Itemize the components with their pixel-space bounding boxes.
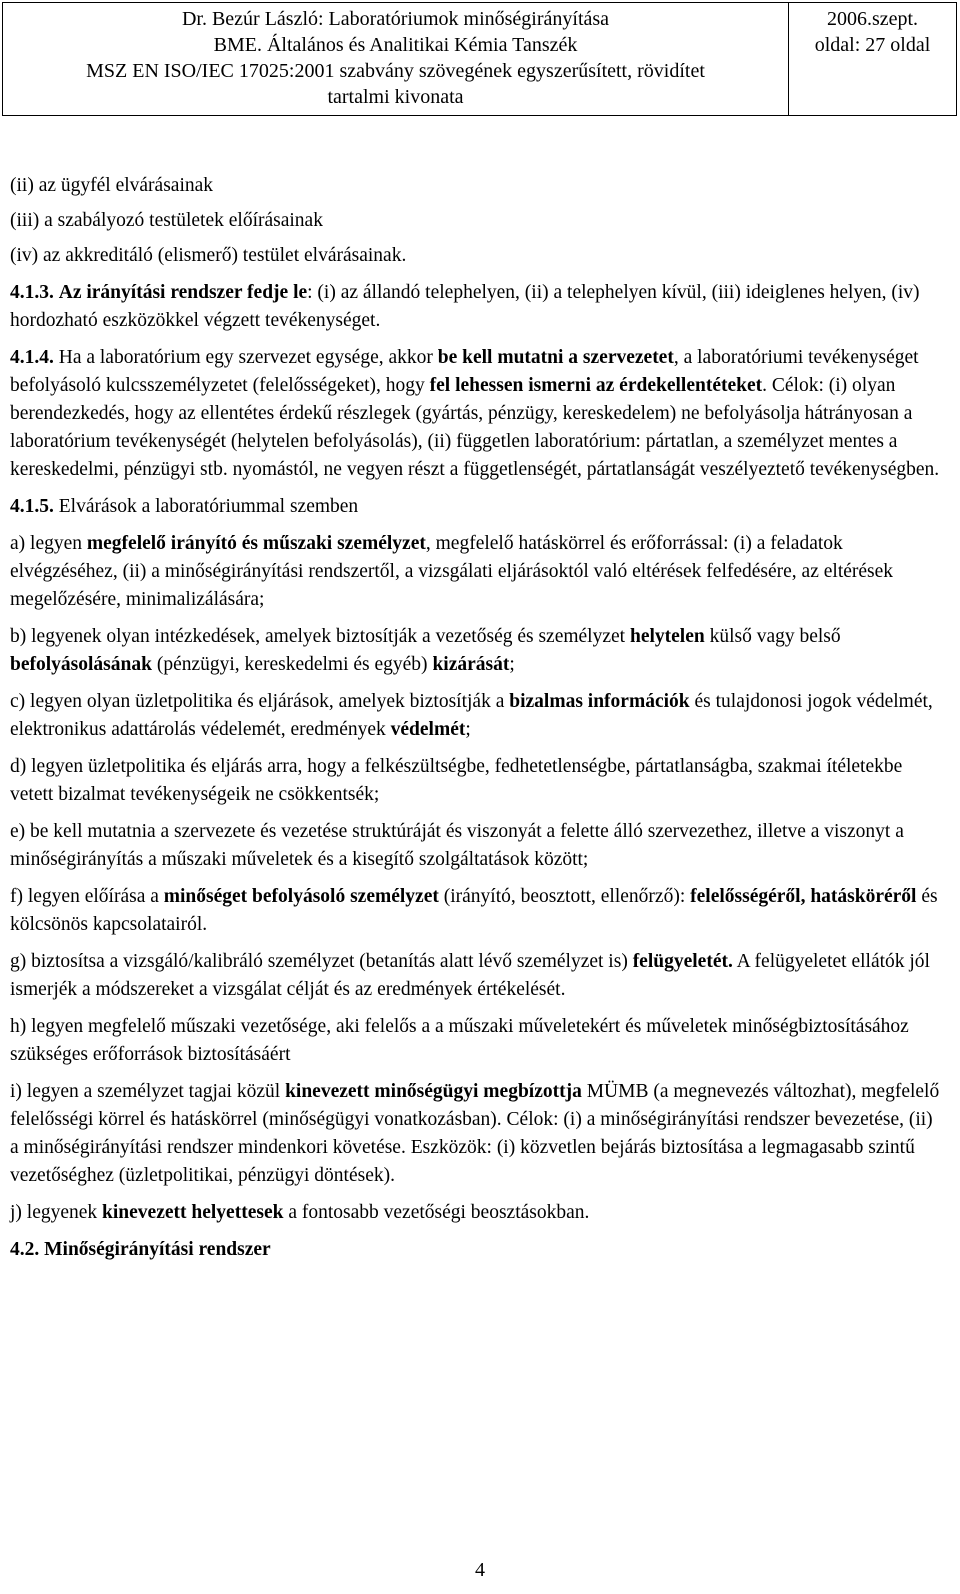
section-heading: 4.2. Minőségirányítási rendszer bbox=[10, 1239, 271, 1260]
emphasis: megfelelő irányító és műszaki személyzet bbox=[86, 533, 426, 554]
emphasis: fel lehessen ismerni az érdekellentéteket bbox=[429, 375, 763, 396]
page-header bbox=[2, 2, 957, 116]
emphasis: felügyeletét. bbox=[632, 951, 733, 972]
section-text: : (i) az állandó telephelyen, (ii) a telephelyen kívül, (iii) ideiglenes helyen, (iv) hordozható eszközökkel végzett tevékenységet. bbox=[10, 282, 920, 331]
item-i bbox=[10, 1078, 945, 1190]
item-b bbox=[10, 623, 945, 679]
section-text: Ha a laboratórium egy szervezet egysége, akkor bbox=[58, 347, 438, 368]
header-date: 2006.szept. bbox=[826, 8, 919, 30]
emphasis: felelősségéről, hatásköréről bbox=[690, 886, 917, 907]
section-4-1-4 bbox=[10, 344, 945, 484]
document-body bbox=[10, 172, 945, 1273]
section-number: 4.1.3. bbox=[10, 282, 54, 303]
item-text: és kölcsönös kapcsolatairól. bbox=[10, 886, 938, 935]
item-c bbox=[10, 688, 945, 744]
header-page-ref: oldal: 27 oldal bbox=[814, 34, 931, 56]
item-text: g) biztosítsa a vizsgáló/kalibráló személyzet (betanítás alatt lévő személyzet is) bbox=[10, 951, 633, 972]
emphasis: kizárását bbox=[432, 654, 510, 675]
item-text: MÜMB (a megnevezés változhat), megfelelő felelősségi körrel és hatáskörrel (minőségügyi vonatkozásban). Célok: (i) a minőségirányítási rendszer bevezetése, (ii) a minőségirányítási rendszer mindenkori követése. Eszközök: (i) közvetlen bejárás biztosítása a legmagasabb szintű vezetőséghez (üzletpolitikai, pénzügyi döntések). bbox=[10, 1081, 940, 1186]
item-f bbox=[10, 883, 945, 939]
header-title-block bbox=[3, 3, 789, 115]
item-e: e) be kell mutatnia a szervezete és vezetése struktúráját és viszonyát a felette álló szervezethez, illetve a viszonyt a minőségirányítás a műszaki műveletek és a kisegítő szolgáltatások között; bbox=[10, 821, 904, 870]
item-text: i) legyen a személyzet tagjai közül bbox=[10, 1081, 286, 1102]
item-text: és tulajdonosi jogok védelmét, elektronikus adattárolás védelemét, eredmények bbox=[10, 691, 933, 740]
item-text: a fontosabb vezetőségi beosztásokban. bbox=[283, 1202, 590, 1223]
page-number: 4 bbox=[475, 1559, 485, 1581]
item-text: a) legyen bbox=[10, 533, 87, 554]
item-text: A felügyeletet ellátók jól ismerjék a módszereket a vizsgálat célját és az eredmények értékelését. bbox=[10, 951, 930, 1000]
item-text: j) legyenek bbox=[10, 1202, 103, 1223]
header-author-title: Dr. Bezúr László: Laboratóriumok minőségirányítása bbox=[181, 8, 610, 30]
list-item-ii: (ii) az ügyfél elvárásainak bbox=[10, 175, 214, 196]
item-a bbox=[10, 530, 945, 614]
item-text: ; bbox=[465, 719, 471, 740]
section-4-1-5 bbox=[10, 493, 945, 521]
emphasis: védelmét bbox=[390, 719, 466, 740]
emphasis: bizalmas információk bbox=[509, 691, 690, 712]
emphasis: minőséget befolyásoló személyzet bbox=[163, 886, 439, 907]
item-h: h) legyen megfelelő műszaki vezetősége, aki felelős a a műszaki műveletekért és műveletek minőségbiztosításához szükséges erőforrások biztosításáért bbox=[10, 1016, 909, 1065]
list-item-iii: (iii) a szabályozó testületek előírásainak bbox=[10, 210, 323, 231]
item-d: d) legyen üzletpolitika és eljárás arra, hogy a felkészültségbe, fedhetetlenségbe, pártatlanságba, szakmai ítéletekbe vetett bizalmat tevékenységeik ne csökkentsék; bbox=[10, 756, 903, 805]
section-text: . Célok: (i) olyan berendezkedés, hogy az ellentétes érdekű részlegek (gyártás, pénzügy, kereskedelem) ne befolyásolja hátrányosan a laboratórium tevékenységét (helytelen befolyásolás), (ii) független laboratórium: pártatlan, a személyzet mentes a kereskedelmi, pénzügyi stb. nyomástól, ne vegyen részt a függetlenségét, pártatlanságát veszélyeztető tevékenységben. bbox=[10, 375, 940, 480]
item-text: b) legyenek olyan intézkedések, amelyek biztosítják a vezetőség és személyzet bbox=[10, 626, 630, 647]
header-meta-block bbox=[789, 3, 956, 115]
item-text: f) legyen előírása a bbox=[10, 886, 164, 907]
section-lead: Az irányítási rendszer fedje le bbox=[58, 282, 308, 303]
item-text: , megfelelő hatáskörrel és erőforrással: (i) a feladatok elvégzéséhez, (ii) a minőségirányítási rendszertől, a vizsgálati eljárásoktól való eltérések felfedésére, az eltérések megelőzésére, minimalizálására; bbox=[10, 533, 894, 610]
section-number: 4.1.4. bbox=[10, 347, 54, 368]
header-subtitle: tartalmi kivonata bbox=[327, 86, 464, 108]
section-4-1-3 bbox=[10, 279, 945, 335]
item-text: c) legyen olyan üzletpolitika és eljárások, amelyek biztosítják a bbox=[10, 691, 510, 712]
header-standard: MSZ EN ISO/IEC 17025:2001 szabvány szövegének egyszerűsített, rövidítet bbox=[86, 60, 705, 82]
item-text: külső vagy belső bbox=[704, 626, 841, 647]
section-text: Elvárások a laboratóriummal szemben bbox=[53, 496, 359, 517]
emphasis: kinevezett helyettesek bbox=[102, 1202, 284, 1223]
item-text: ; bbox=[509, 654, 515, 675]
emphasis: kinevezett minőségügyi megbízottja bbox=[285, 1081, 582, 1102]
emphasis: be kell mutatni a szervezetet bbox=[437, 347, 674, 368]
item-text: (pénzügyi, kereskedelmi és egyéb) bbox=[151, 654, 433, 675]
section-number: 4.1.5. bbox=[10, 496, 54, 517]
item-g bbox=[10, 948, 945, 1004]
section-text: , a laboratóriumi tevékenységet befolyásoló kulcsszemélyzetet (felelősségeket), hogy bbox=[10, 347, 919, 396]
emphasis: befolyásolásának bbox=[10, 654, 152, 675]
list-item-iv: (iv) az akkreditáló (elismerő) testület elvárásainak. bbox=[10, 245, 407, 266]
header-department: BME. Általános és Analitikai Kémia Tanszék bbox=[213, 34, 578, 56]
emphasis: helytelen bbox=[629, 626, 705, 647]
section-heading-4-2 bbox=[10, 1236, 945, 1264]
item-text: (irányító, beosztott, ellenőrző): bbox=[438, 886, 691, 907]
item-j bbox=[10, 1199, 945, 1227]
